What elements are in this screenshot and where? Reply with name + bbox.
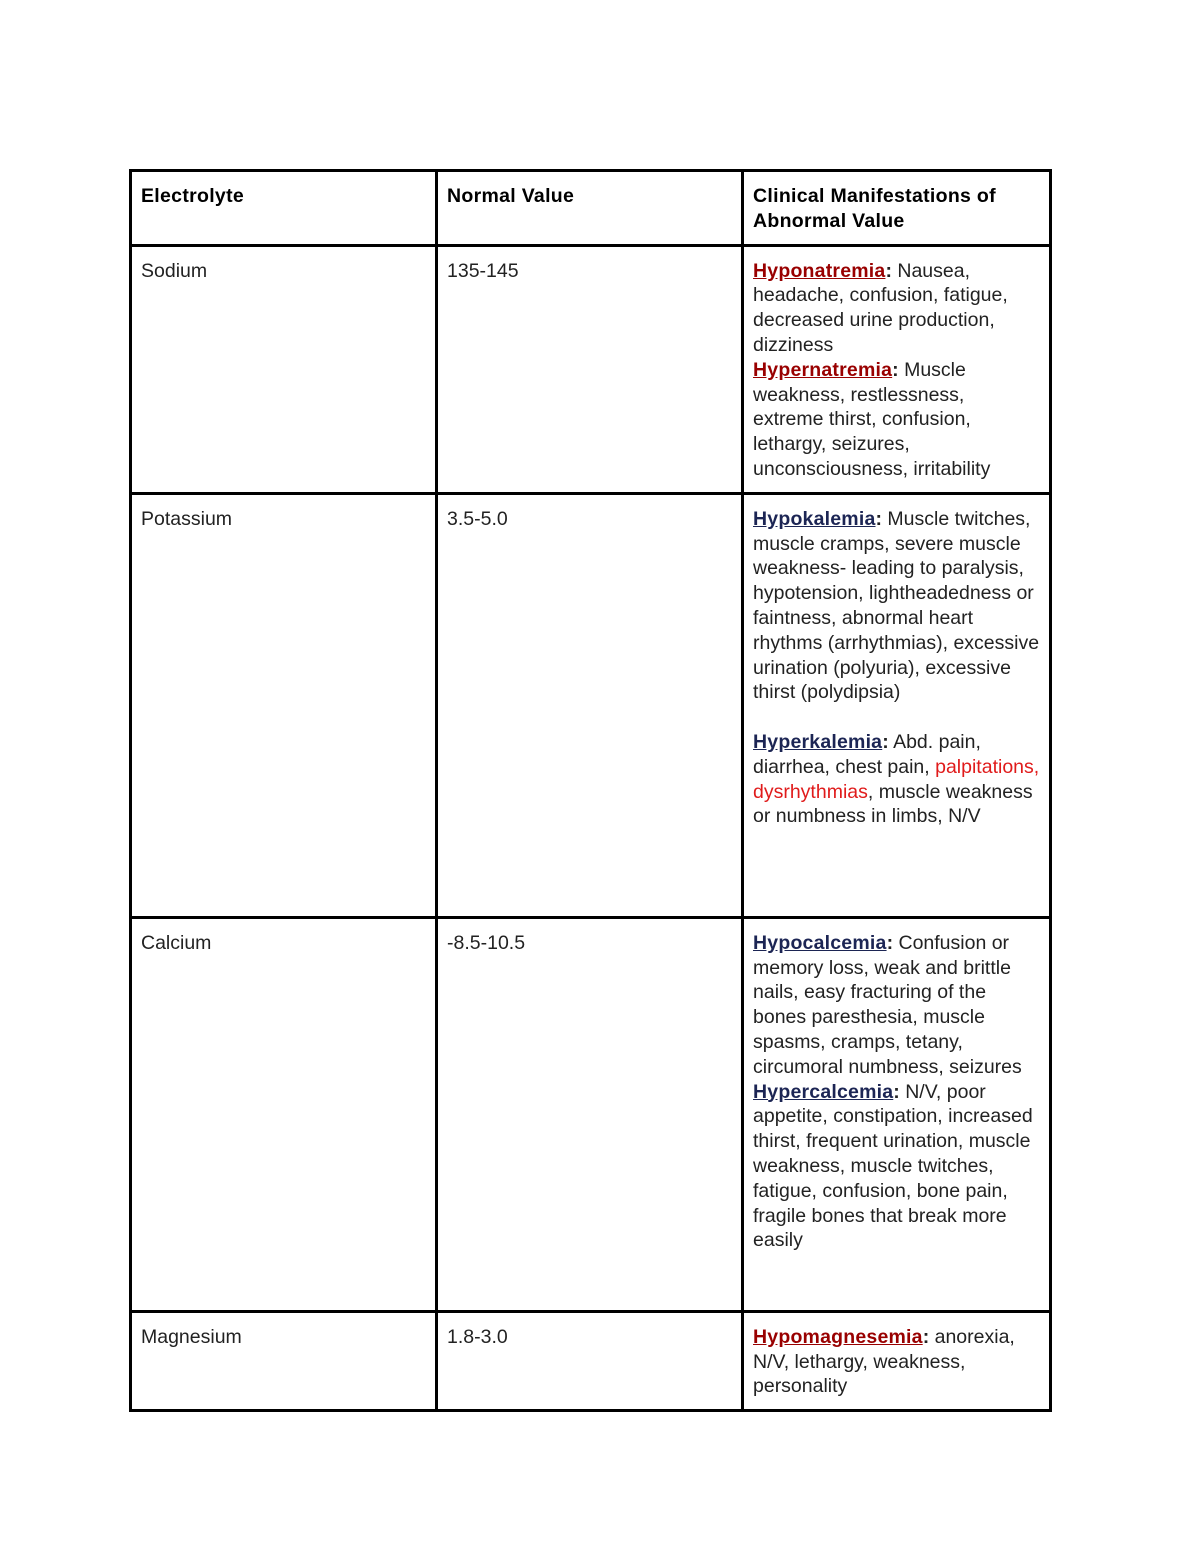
manifestations-cell [743,1311,1051,1410]
high-term: Hypernatremia [753,358,893,381]
table-row [131,917,1051,1311]
electrolyte-table [129,169,1052,1412]
electrolyte-cell: Calcium [131,917,437,1311]
table-header-row [131,171,1051,246]
low-text: Muscle twitches, muscle cramps, severe muscle weakness- leading to paralysis, hypotension, lightheadedness or faintness, abnormal heart rhythms (arrhythmias), excessive urination (polyuria), excessive thirst (polydipsia) [753,507,1040,704]
header-electrolyte: Electrolyte [131,171,437,246]
high-manifestation: Hyperkalemia: Abd. pain, diarrhea, chest pain, palpitations, dysrhythmias, muscle weakness or numbness in limbs, N/V [753,730,1040,828]
high-manifestation: Hypernatremia: Muscle weakness, restlessness, extreme thirst, confusion, lethargy, seizures, unconsciousness, irritability [753,358,991,480]
electrolyte-cell: Sodium [131,245,437,493]
high-text-before: Abd. pain, diarrhea, chest pain, [753,730,981,778]
low-manifestation: Hyponatremia: Nausea, headache, confusion, fatigue, decreased urine production, dizziness [753,259,1008,356]
normal-value-cell: 135-145 [437,245,743,493]
low-text: anorexia, N/V, lethargy, weakness, personality [753,1325,1015,1398]
electrolyte-cell: Potassium [131,493,437,917]
high-text: N/V, poor appetite, constipation, increased thirst, frequent urination, muscle weakness, muscle twitches, fatigue, confusion, bone pain, fragile bones that break more easily [753,1080,1033,1252]
low-term: Hypomagnesemia [753,1325,923,1348]
low-term: Hypocalcemia [753,931,887,954]
normal-value-cell: 1.8-3.0 [437,1311,743,1410]
header-normal-value: Normal Value [437,171,743,246]
high-text-alert: palpitations, dysrhythmias [753,755,1040,803]
low-manifestation: Hypokalemia: Muscle twitches, muscle cramps, severe muscle weakness- leading to paralysis, hypotension, lightheadedness or faintness, abnormal heart rhythms (arrhythmias), excessive urination (polyuria), excessive thirst (polydipsia) [753,507,1040,704]
table-row [131,493,1051,917]
electrolyte-cell: Magnesium [131,1311,437,1410]
low-term: Hyponatremia [753,259,886,282]
header-clinical-manifestations: Clinical Manifestations of Abnormal Value [743,171,1051,246]
normal-value-cell: 3.5-5.0 [437,493,743,917]
manifestations-cell [743,493,1051,917]
manifestations-cell [743,245,1051,493]
normal-value-cell: -8.5-10.5 [437,917,743,1311]
table-row [131,1311,1051,1410]
high-text-after: , muscle weakness or numbness in limbs, N/V [753,780,1033,828]
high-text: Muscle weakness, restlessness, extreme thirst, confusion, lethargy, seizures, unconsciousness, irritability [753,358,991,480]
manifestations-cell [743,917,1051,1311]
low-text: Confusion or memory loss, weak and brittle nails, easy fracturing of the bones paresthesia, muscle spasms, cramps, tetany, circumoral numbness, seizures [753,931,1022,1078]
low-text: Nausea, headache, confusion, fatigue, decreased urine production, dizziness [753,259,1008,356]
low-manifestation: Hypomagnesemia: anorexia, N/V, lethargy, weakness, personality [753,1325,1015,1398]
table-row [131,245,1051,493]
low-term: Hypokalemia [753,507,876,530]
high-term: Hyperkalemia [753,730,883,753]
high-term: Hypercalcemia [753,1080,894,1103]
low-manifestation: Hypocalcemia: Confusion or memory loss, weak and brittle nails, easy fracturing of the bones paresthesia, muscle spasms, cramps, tetany, circumoral numbness, seizures [753,931,1022,1078]
high-manifestation: Hypercalcemia: N/V, poor appetite, constipation, increased thirst, frequent urination, muscle weakness, muscle twitches, fatigue, confusion, bone pain, fragile bones that break more easily [753,1080,1033,1252]
spacer [753,705,1040,730]
